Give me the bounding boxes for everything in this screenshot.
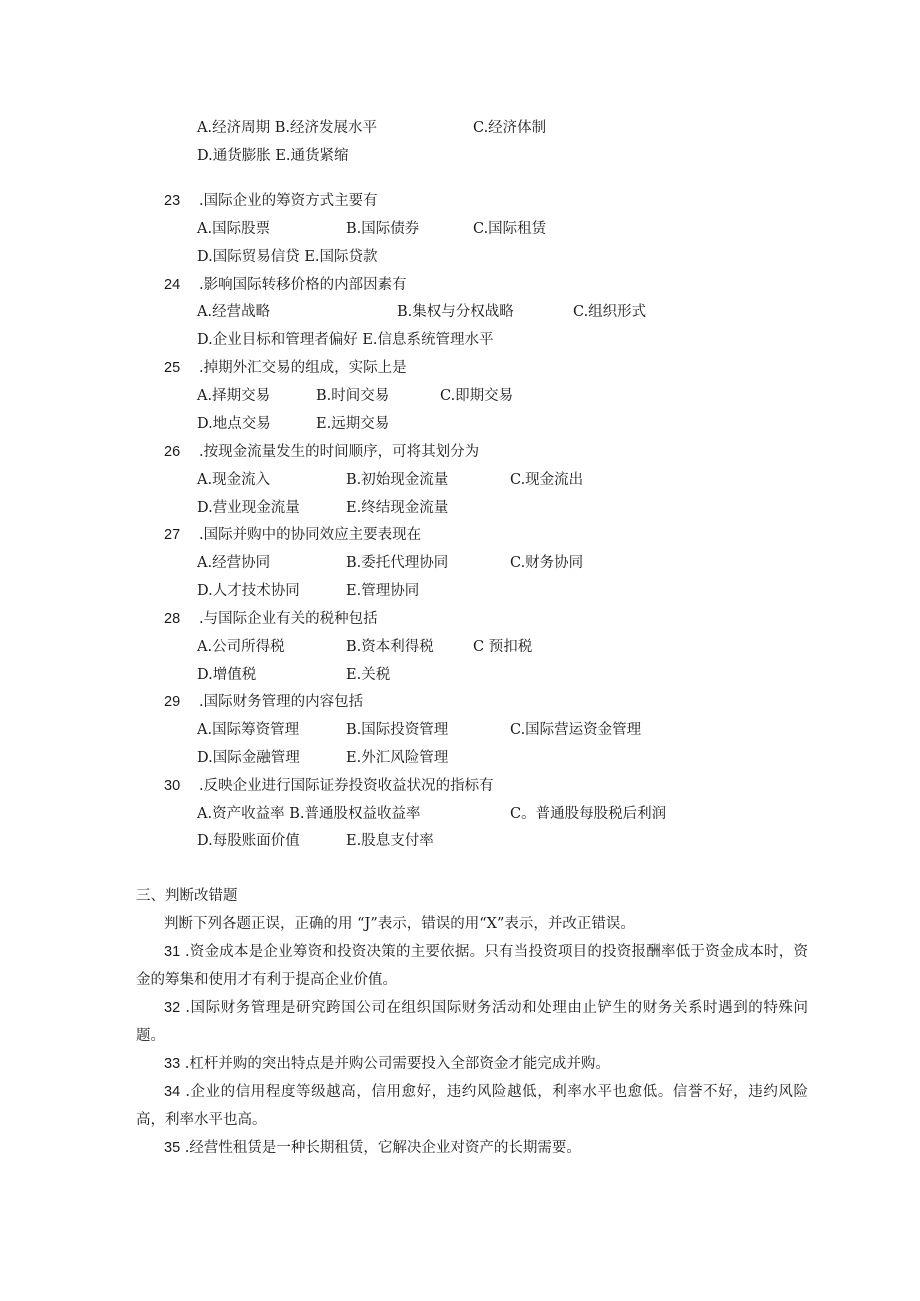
item-32-number: 32 [164,1000,181,1016]
q27-option-e: E.管理协同 [346,583,420,599]
q28-option-e: E.关税 [346,667,391,683]
q24-text: .影响国际转移价格的内部因素有 [199,277,407,293]
q27-option-b: B.委托代理协同 [346,555,449,571]
q23-number: 23 [164,193,181,209]
q27-option-d: D.人才技术协同 [197,583,300,599]
q27-number: 27 [164,527,181,543]
q24-option-c: C.组织形式 [573,304,647,320]
item-34-number: 34 [164,1084,181,1100]
item-32-text: .国际财务管理是研究跨国公司在组织国际财务活动和处理由止铲生的财务关系时遇到的特殊问题。 [136,1000,808,1044]
q26-text: .按现金流量发生的时间顺序，可将其划分为 [199,444,480,460]
q29-option-e: E.外汇风险管理 [346,750,449,766]
item-33-text: .杠杆并购的突出特点是并购公司需要投入全部资金才能完成并购。 [180,1056,610,1072]
q30-number: 30 [164,778,181,794]
q25-option-b: B.时间交易 [316,388,390,404]
q25-option-e: E.远期交易 [316,416,390,432]
q22-option-ab: A.经济周期 B.经济发展水平 [197,120,377,136]
q22-option-c: C.经济体制 [473,120,547,136]
q26-option-a: A.现金流入 [197,472,271,488]
q30-option-c: C。普通股每股税后利润 [510,806,667,822]
q25-option-a: A.择期交易 [197,388,271,404]
q27-option-a: A.经营协同 [197,555,271,571]
q30-option-ab: A.资产收益率 B.普通股权益收益率 [197,806,421,822]
q26-option-e: E.终结现金流量 [346,500,449,516]
q24-option-a: A.经营战略 [197,304,271,320]
q26-option-b: B.初始现金流量 [346,472,449,488]
item-34 [136,1078,808,1134]
q29-option-d: D.国际金融管理 [197,750,300,766]
q30-option-d: D.每股账面价值 [197,833,300,849]
item-35-text: .经营性租赁是一种长期租赁，它解决企业对资产的长期需要。 [180,1140,581,1156]
q28-option-c: C 预扣税 [473,639,533,655]
q29-text: .国际财务管理的内容包括 [199,694,364,710]
q26-number: 26 [164,444,181,460]
q28-number: 28 [164,611,181,627]
section-3-instruction: 判断下列各题正误，正确的用 “J”表示，错误的用“X”表示，并改正错误。 [164,916,635,932]
q28-text: .与国际企业有关的税种包括 [199,611,378,627]
q27-option-c: C.财务协同 [510,555,584,571]
item-35 [136,1134,808,1162]
item-31 [136,938,808,994]
q23-option-b: B.国际债券 [346,221,420,237]
item-32 [136,994,808,1050]
q22-option-de: D.通货膨胀 E.通货紧缩 [197,148,349,164]
q24-option-b: B.集权与分权战略 [397,304,514,320]
q28-option-b: B.资本利得税 [346,639,434,655]
q24-option-de: D.企业目标和管理者偏好 E.信息系统管理水平 [197,332,494,348]
item-33 [136,1050,808,1078]
q24-number: 24 [164,277,181,293]
q25-number: 25 [164,360,181,376]
item-31-text: .资金成本是企业筹资和投资决策的主要依据。只有当投资项目的投资报酬率低于资金成本时，资金的筹集和使用才有利于提高企业价值。 [136,944,808,988]
q29-option-b: B.国际投资管理 [346,722,449,738]
q28-option-d: D.增值税 [197,667,257,683]
q28-option-a: A.公司所得税 [197,639,285,655]
item-31-number: 31 [164,944,181,960]
q29-number: 29 [164,694,181,710]
q26-option-d: D.营业现金流量 [197,500,300,516]
section-3-title: 三、判断改错题 [136,888,238,904]
item-35-number: 35 [164,1140,181,1156]
item-33-number: 33 [164,1056,181,1072]
q30-option-e: E.股息支付率 [346,833,434,849]
q23-option-a: A.国际股票 [197,221,271,237]
q23-option-c: C.国际租赁 [473,221,547,237]
q26-option-c: C.现金流出 [510,472,584,488]
q25-option-c: C.即期交易 [440,388,514,404]
q29-option-a: A.国际筹资管理 [197,722,300,738]
q23-text: .国际企业的筹资方式主要有 [199,193,378,209]
q27-text: .国际并购中的协同效应主要表现在 [199,527,422,543]
q25-text: .掉期外汇交易的组成，实际上是 [199,360,407,376]
q23-option-de: D.国际贸易信贷 E.国际贷款 [197,249,378,265]
q29-option-c: C.国际营运资金管理 [510,722,642,738]
q30-text: .反映企业进行国际证券投资收益状况的指标有 [199,778,494,794]
item-34-text: .企业的信用程度等级越高，信用愈好，违约风险越低，利率水平也愈低。信誉不好，违约风险高，利率水平也高。 [136,1084,808,1128]
q25-option-d: D.地点交易 [197,416,271,432]
